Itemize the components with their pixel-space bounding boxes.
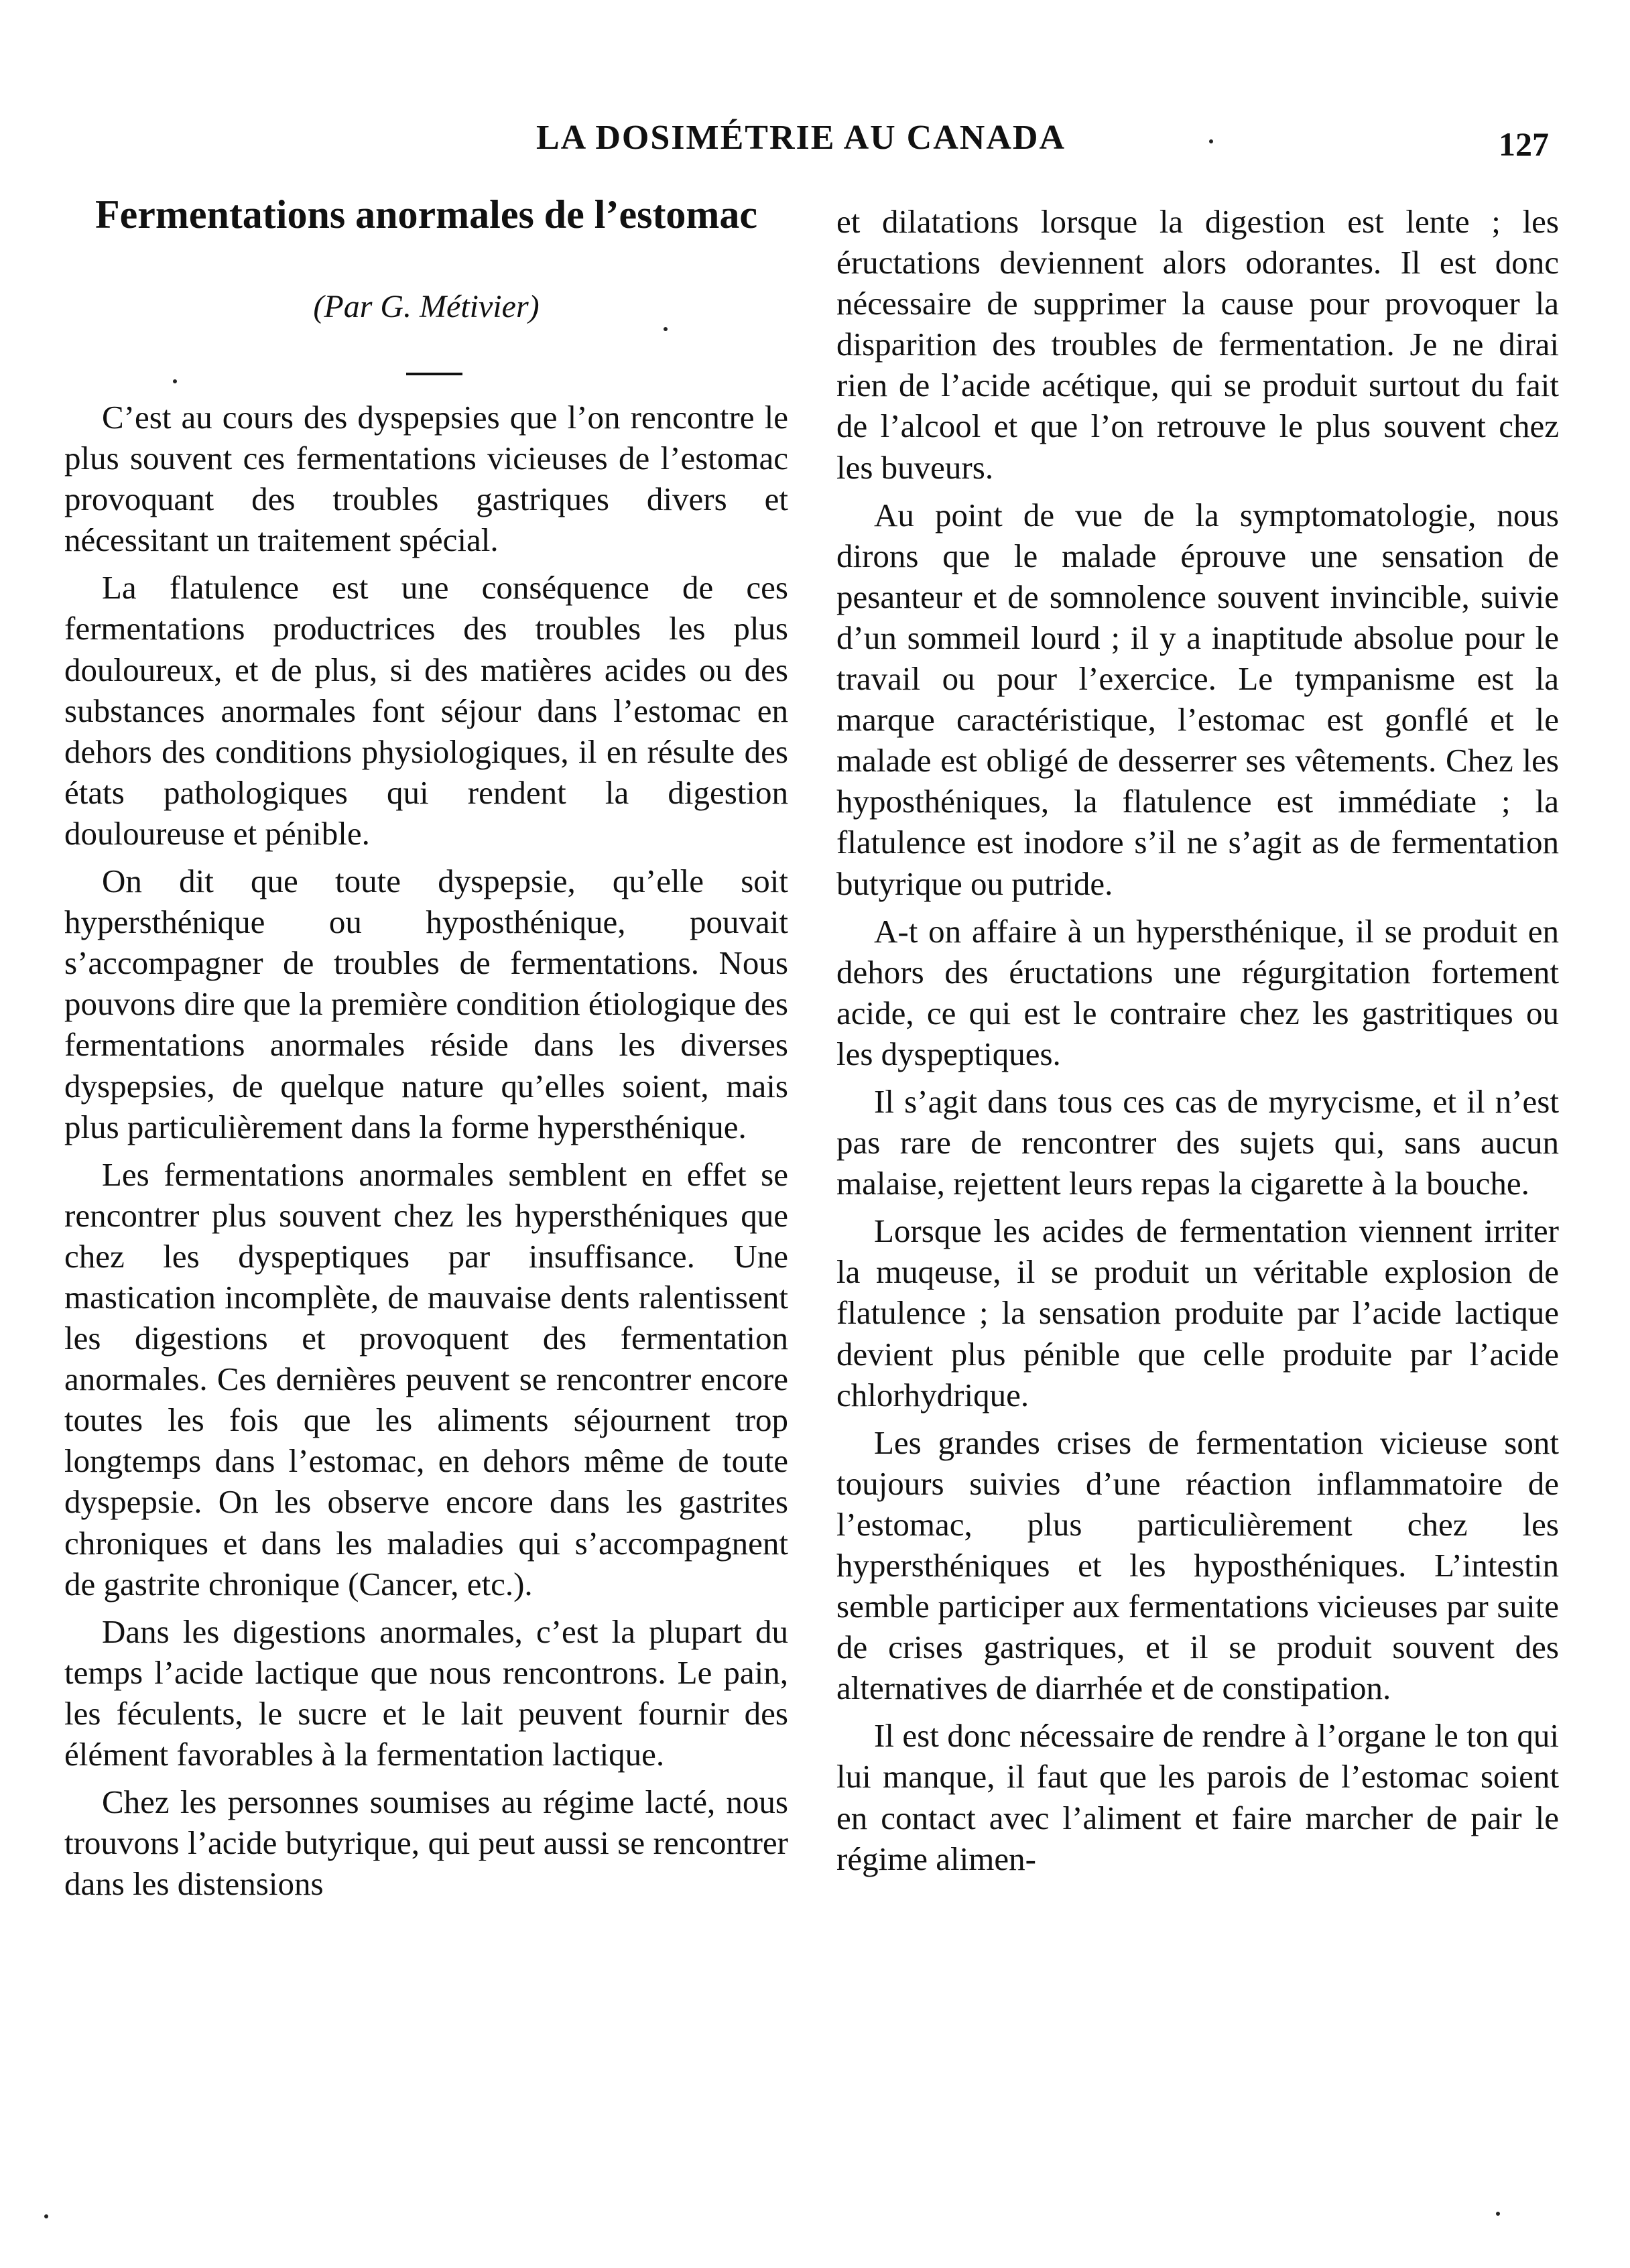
paragraph: La flatulence est une conséquence de ces fermentations productrices des troubles les plus douloureux, et de plus, si des matières acides ou des substances anormales font séjour dans l’estomac en dehors des conditions physiologiques, il en résulte des états pathologiques qui rendent la digestion douloureuse et pénible. [64,569,788,852]
print-speck [1209,139,1213,143]
paragraph: Les grandes crises de fermentation vicieuse sont toujours suivies d’une réaction inflammatoire de l’estomac, plus particulièrement chez les hypersthéniques et les hyposthéniques. L’intestin semble participer aux fermentations vicieuses par suite de crises gastriques, et il se produit souvent des alternatives de diarrhée et de constipation. [836,1424,1559,1707]
print-speck [173,379,177,383]
print-speck [44,2214,48,2218]
article-title: Fermentations anormales de l’estomac [95,192,758,237]
paragraph: On dit que toute dyspepsie, qu’elle soit hypersthénique ou hyposthénique, pouvait s’accompagner de troubles de fermentations. Nous pouvons dire que la première condition étiologique des fermentations anormales réside dans les diverses dyspepsies, de quelque nature qu’elles soient, mais plus particulièrement dans la forme hypersthénique. [64,863,788,1145]
paragraph: Lorsque les acides de fermentation viennent irriter la muqeuse, il se produit un véritable explosion de flatulence ; la sensation produite par l’acide lactique devient plus pénible que celle produite par l’acide chlorhydrique. [836,1212,1559,1413]
paragraph: Au point de vue de la symptomatologie, nous dirons que le malade éprouve une sensation de pesanteur et de somnolence souvent invincible, suivie d’un sommeil lourd ; il y a inaptitude absolue pour le travail ou pour l’exercice. Le tympanisme est la marque caractéristique, l’estomac est gonflé et le malade est obligé de desserrer ses vêtements. Chez les hyposthéniques, la flatulence est immédiate ; la flatulence est inodore s’il ne s’agit as de fermentation butyrique ou putride. [836,496,1559,902]
paragraph: Les fermentations anormales semblent en effet se rencontrer plus souvent chez les hypersthéniques que chez les dyspeptiques par insuffisance. Une mastication incomplète, de mauvaise dents ralentissent les digestions et provoquent des fermentation anormales. Ces dernières peuvent se rencontrer encore toutes les fois que les aliments séjournent trop longtemps dans l’estomac, en dehors même de toute dyspepsie. On les observe encore dans les gastrites chroniques et dans les maladies qui s’accompagnent de gastrite chronique (Cancer, etc.). [64,1155,788,1602]
print-speck [664,327,668,331]
running-head: LA DOSIMÉTRIE AU CANADA [536,119,1066,157]
right-column [836,201,1559,1886]
paragraph: Dans les digestions anormales, c’est la plupart du temps l’acide lactique que nous rencontrons. Le pain, les féculents, le sucre et le lait peuvent fournir des élément favorables à la fermentation lactique. [64,1613,788,1773]
article-byline: (Par G. Métivier) [313,289,540,324]
left-column [64,397,788,1911]
paragraph: Il est donc nécessaire de rendre à l’organe le ton qui lui manque, il faut que les parois de l’estomac soient en contact avec l’aliment et faire marcher de pair le régime alimen- [836,1717,1559,1877]
continued-paragraph: et dilatations lorsque la digestion est lente ; les éructations deviennent alors odorantes. Il est donc nécessaire de supprimer la cause pour provoquer la disparition des troubles de fermentation. Je ne dirai rien de l’acide acétique, qui se produit surtout du fait de l’alcool et que l’on retrouve le plus souvent chez les buveurs. [836,203,1559,486]
paragraph: Il s’agit dans tous ces cas de myrycisme, et il n’est pas rare de rencontrer des sujets qui, sans aucun malaise, rejettent leurs repas la cigarette à la bouche. [836,1082,1559,1202]
byline-rule [406,373,462,375]
page-number: 127 [1499,125,1549,163]
paragraph: C’est au cours des dyspepsies que l’on rencontre le plus souvent ces fermentations vicieuses de l’estomac provoquant des troubles gastriques divers et nécessitant un traitement spécial. [64,399,788,559]
paragraph: A-t on affaire à un hypersthénique, il se produit en dehors des éructations une régurgitation fortement acide, ce qui est le contraire chez les gastritiques ou les dyspeptiques. [836,912,1559,1072]
paragraph: Chez les personnes soumises au régime lacté, nous trouvons l’acide butyrique, qui peut aussi se rencontrer dans les distensions [64,1783,788,1903]
print-speck [1496,2212,1500,2216]
